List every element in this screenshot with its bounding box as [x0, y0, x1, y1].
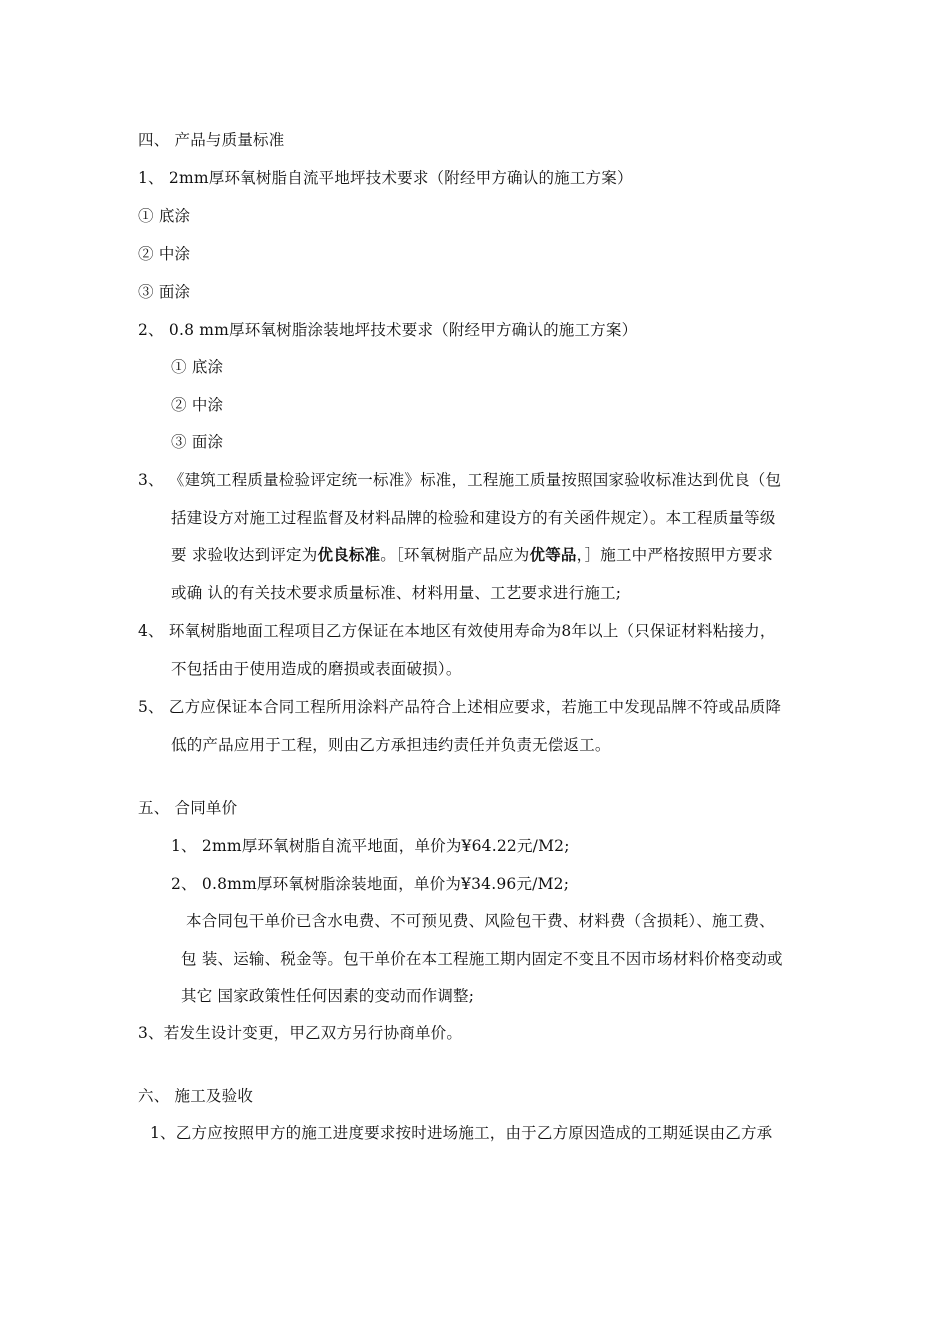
section4-item5-line1: 5、 乙方应保证本合同工程所用涂料产品符合上述相应要求，若施工中发现品牌不符或品质降: [138, 698, 782, 716]
section4-item3-line4: 或确 认的有关技术要求质量标准、材料用量、工艺要求进行施工;: [171, 584, 622, 602]
section5-item3: 3、若发生设计变更，甲乙双方另行协商单价。: [138, 1024, 463, 1042]
section4-item4-line2: 不包括由于使用造成的磨损或表面破损）。: [171, 660, 462, 678]
section4-item3-line3: [171, 545, 773, 565]
section5-note-line3: 其它 国家政策性任何因素的变动而作调整;: [181, 987, 475, 1005]
section6-item1-line1: 1、乙方应按照甲方的施工进度要求按时进场施工，由于乙方原因造成的工期延误由乙方承: [150, 1124, 773, 1142]
section4-item1-sub2: ② 中涂: [138, 245, 191, 263]
section5-item1: 1、 2mm厚环氧树脂自流平地面，单价为¥64.22元/M2;: [171, 837, 570, 855]
section5-note-line2: 包 装、运输、税金等。包干单价在本工程施工期内固定不变且不因市场材料价格变动或: [181, 950, 783, 968]
item3-text-e: ，］施工中严格按照甲方要求: [576, 546, 773, 564]
section4-item4-line1: 4、 环氧树脂地面工程项目乙方保证在本地区有效使用寿命为8年以上（只保证材料粘接力，: [138, 622, 776, 640]
section4-item2-sub2: ② 中涂: [171, 396, 224, 414]
section4-item2-sub1: ① 底涂: [171, 358, 224, 376]
section4-item3-line2: 括建设方对施工过程监督及材料品牌的检验和建设方的有关函件规定）。本工程质量等级: [171, 509, 776, 527]
section5-note-line1: 本合同包干单价已含水电费、不可预见费、风险包干费、材料费（含损耗）、施工费、: [186, 912, 775, 930]
section4-heading: 四、 产品与质量标准: [138, 131, 285, 149]
section5-heading: 五、 合同单价: [138, 799, 238, 817]
item3-bold-superior-product: 优等品: [529, 545, 577, 564]
section4-item1-sub1: ① 底涂: [138, 207, 191, 225]
section4-item3-line1: 3、 《建筑工程质量检验评定统一标准》标准，工程施工质量按照国家验收标准达到优良（包: [138, 471, 782, 489]
section5-item2: 2、 0.8mm厚环氧树脂涂装地面，单价为¥34.96元/M2;: [171, 875, 570, 893]
section4-item1: 1、 2mm厚环氧树脂自流平地坪技术要求（附经甲方确认的施工方案）: [138, 169, 633, 187]
section6-heading: 六、 施工及验收: [138, 1087, 254, 1105]
item3-bold-excellent-standard: 优良标准: [317, 545, 381, 564]
section4-item5-line2: 低的产品应用于工程，则由乙方承担违约责任并负责无偿返工。: [171, 736, 611, 754]
section4-item1-sub3: ③ 面涂: [138, 283, 191, 301]
item3-text-c: 。［环氧树脂产品应为: [380, 546, 530, 564]
section4-item2-sub3: ③ 面涂: [171, 433, 224, 451]
item3-text-a: 要 求验收达到评定为: [171, 546, 318, 564]
section4-item2: 2、 0.8 mm厚环氧树脂涂装地坪技术要求（附经甲方确认的施工方案）: [138, 321, 638, 339]
